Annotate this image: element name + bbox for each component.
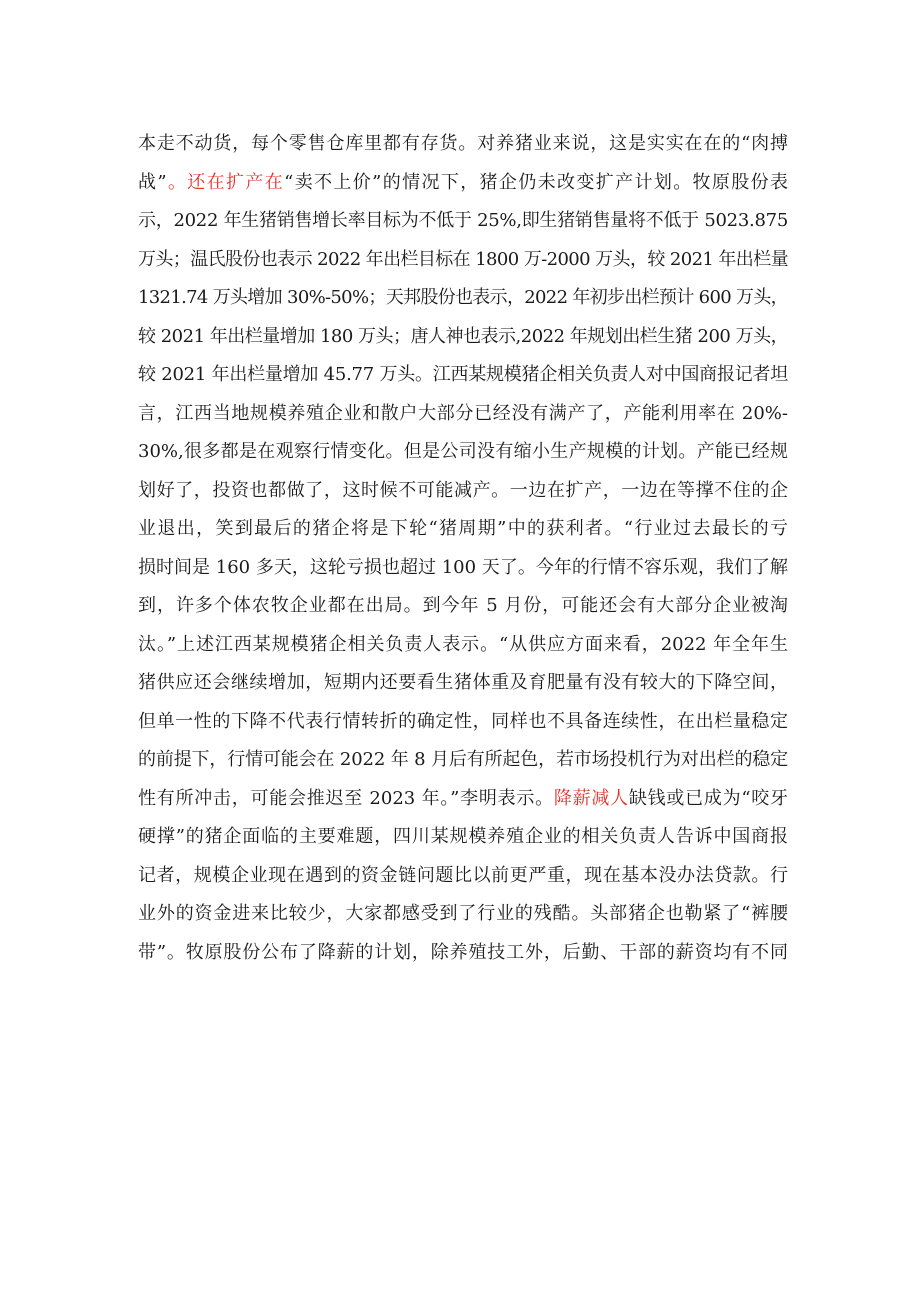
text-line (138, 741, 788, 780)
text-line (138, 895, 788, 934)
body-text-segment: 划好了，投资也都做了，这时候不可能减产。一边在扩产，一边在等撑不住的企 (138, 479, 788, 501)
text-line (138, 395, 788, 434)
body-text-segment: “卖不上价”的情况下，猪企仍未改变扩产计划。牧原股份表 (284, 171, 789, 193)
body-text-segment: 30%,很多都是在观察行情变化。但是公司没有缩小生产规模的计划。产能已经规 (138, 441, 788, 462)
text-line (138, 510, 788, 549)
body-text-segment: 业退出，笑到最后的猪企将是下轮“猪周期”中的获利者。“行业过去最长的亏 (138, 518, 788, 539)
body-text-segment: 猪供应还会继续增加，短期内还要看生猪体重及育肥量有没有较大的下降空间， (138, 672, 788, 693)
highlighted-heading-text: 。还在扩产在 (166, 171, 285, 193)
text-line (138, 780, 788, 819)
text-line (138, 356, 788, 395)
body-text-segment: 较 2021 年出栏量增加 45.77 万头。江西某规模猪企相关负责人对中国商报记者坦 (138, 364, 788, 385)
body-text-segment: 示，2022 年生猪销售增长率目标为不低于 25%,即生猪销售量将不低于 5023.875 (138, 210, 788, 231)
text-line (138, 125, 788, 164)
body-text-segment: 较 2021 年出栏量增加 180 万头；唐人神也表示,2022 年规划出栏生猪 200 万头， (138, 325, 789, 347)
text-line (138, 626, 788, 665)
text-line (138, 164, 788, 203)
body-text-segment: 性有所冲击，可能会推迟至 2023 年。”李明表示。 (138, 787, 554, 809)
body-text-segment: 汰。”上述江西某规模猪企相关负责人表示。“从供应方面来看，2022 年全年生 (138, 633, 788, 655)
text-line (138, 279, 788, 318)
body-text-segment: 战” (138, 171, 167, 193)
text-line (138, 857, 788, 896)
body-text-segment: 业外的资金进来比较少，大家都感受到了行业的残酷。头部猪企也勒紧了“裤腰 (138, 903, 788, 924)
text-line (138, 818, 788, 857)
body-text-segment: 1321.74 万头增加 30%-50%；天邦股份也表示，2022 年初步出栏预计 600 万头， (138, 287, 788, 308)
body-text-segment: 带”。牧原股份公布了降薪的计划，除养殖技工外，后勤、干部的薪资均有不同 (138, 941, 788, 963)
text-line (138, 664, 788, 703)
text-line (138, 934, 788, 973)
body-text-segment: 但单一性的下降不代表行情转折的确定性，同样也不具备连续性，在出栏量稳定 (138, 710, 788, 732)
text-line (138, 433, 788, 472)
body-text-segment: 言，江西当地规模养殖企业和散户大部分已经没有满产了，产能利用率在 20%- (138, 402, 788, 424)
body-text-segment: 缺钱或已成为“咬牙 (628, 787, 789, 809)
text-line (138, 241, 788, 280)
body-text-segment: 记者，规模企业现在遇到的资金链问题比以前更严重，现在基本没办法贷款。行 (138, 864, 788, 886)
body-text-segment: 万头；温氏股份也表示 2022 年出栏目标在 1800 万-2000 万头，较 2021 年出栏量 (138, 248, 788, 270)
text-line (138, 587, 788, 626)
highlighted-heading-text: 降薪减人 (553, 787, 629, 809)
text-line (138, 318, 788, 357)
text-line (138, 549, 788, 588)
text-line (138, 703, 788, 742)
text-line (138, 472, 788, 511)
body-text-segment: 到，许多个体农牧企业都在出局。到今年 5 月份，可能还会有大部分企业被淘 (138, 595, 788, 616)
body-text-segment: 损时间是 160 多天，这轮亏损也超过 100 天了。今年的行情不容乐观，我们了解 (138, 556, 788, 578)
body-text-segment: 本走不动货，每个零售仓库里都有存货。对养猪业来说，这是实实在在的“肉搏 (138, 133, 788, 154)
text-line (138, 202, 788, 241)
body-text-segment: 硬撑”的猪企面临的主要难题，四川某规模养殖企业的相关负责人告诉中国商报 (138, 826, 788, 847)
article-body (138, 125, 788, 972)
body-text-segment: 的前提下，行情可能会在 2022 年 8 月后有所起色，若市场投机行为对出栏的稳定 (138, 749, 788, 770)
